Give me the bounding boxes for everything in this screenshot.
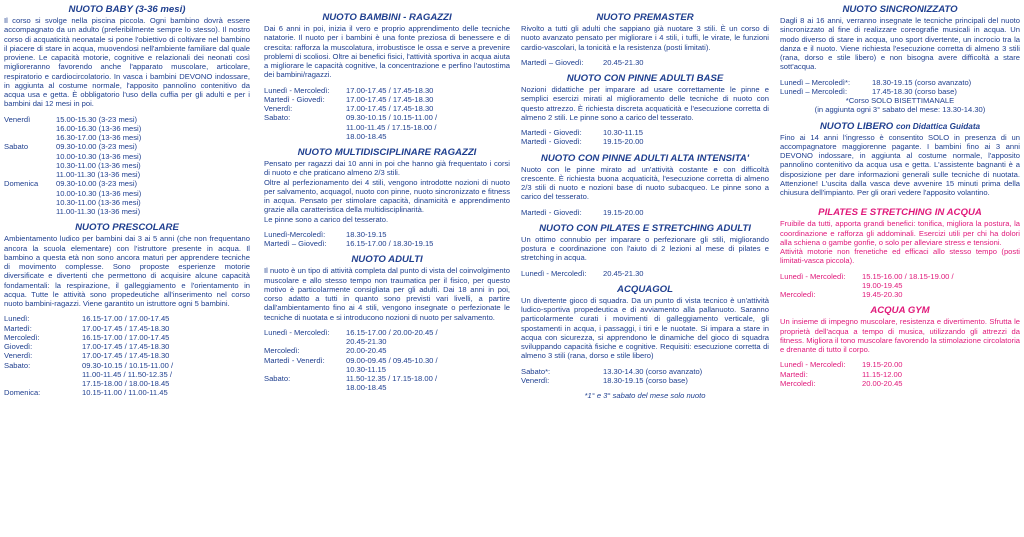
schedule-row	[521, 58, 769, 67]
section-title-libero	[780, 121, 1020, 132]
schedule-day	[264, 365, 346, 374]
schedule-row	[264, 95, 510, 104]
schedule-day: Lunedì - Mercoledì:	[264, 327, 330, 337]
schedule-sincronizzato	[780, 78, 1020, 97]
schedule-baby	[4, 115, 250, 217]
section-title-acqua-gym: ACQUA GYM	[870, 305, 930, 317]
schedule-row	[4, 333, 250, 342]
schedule-day: Martedì - Venerdì:	[264, 355, 325, 365]
schedule-day	[4, 133, 56, 142]
schedule-time: 17.00-17.45 / 17.45-18.30	[82, 342, 170, 351]
column-4	[780, 4, 1020, 388]
schedule-time: 19.15-20.00	[603, 137, 644, 147]
schedule-time: 16.15-17.00 / 20.00-20.45 /	[346, 327, 438, 337]
schedule-time: 20.45-21.30	[346, 337, 387, 346]
schedule-time: 19.15-20.00	[862, 360, 903, 370]
schedule-row	[521, 137, 769, 146]
schedule-prescolare	[4, 314, 250, 397]
schedule-day: Mercoledì:	[780, 378, 816, 388]
schedule-day	[4, 124, 56, 133]
schedule-day: Martedì - Giovedì:	[264, 94, 325, 104]
schedule-row	[4, 189, 250, 198]
column-2	[264, 4, 510, 393]
schedule-row	[780, 379, 1020, 388]
schedule-time: 09.30-10.00 (3-23 mesi)	[56, 142, 138, 152]
schedule-row	[521, 128, 769, 137]
schedule-time: 18.00-18.45	[346, 131, 387, 141]
schedule-time: 19.15-20.00	[603, 207, 644, 217]
schedule-day	[4, 370, 82, 379]
schedule-row	[264, 86, 510, 95]
section-title-pinne-alta: NUOTO CON PINNE ADULTI ALTA INTENSITA'	[540, 152, 750, 164]
schedule-row	[780, 370, 1020, 379]
section-text-pilates-adulti: Un ottimo connubio per imparare o perfezionare gli stili, migliorando postura e coordinazione con l'aiuto di 2 lezioni al mese di pilates e stretching in acqua.	[521, 234, 769, 263]
schedule-day: Venerdì:	[264, 104, 293, 113]
schedule-row	[4, 379, 250, 388]
schedule-pilates-adulti	[521, 269, 769, 278]
schedule-row	[780, 360, 1020, 369]
schedule-time: 17.00-17.45 / 17.45-18.30	[346, 85, 434, 95]
section-title-sincronizzato: NUOTO SINCRONIZZATO	[842, 4, 958, 15]
schedule-day	[4, 152, 56, 161]
schedule-pilates-acqua	[780, 272, 1020, 300]
schedule-day	[4, 161, 56, 170]
schedule-row	[4, 361, 250, 370]
schedule-time: 17.00-17.45 / 17.45-18.30	[82, 351, 170, 361]
schedule-time: 20.00-20.45	[862, 378, 903, 388]
section-text-prescolare: Ambientamento ludico per bambini dai 3 ai 5 anni (che non frequentano ancora la scuola elementare) con l'istruttore presente in acqua. Il bambino a questa età non sono ancora maturi per apprendere tecniche di movimento complesse. Sono proposte esperienze motorie diversificate e divertenti che permettono di acquisire alcune capacità fondamentali: la respirazione, il galleggiamento e l'orientamento in acqua. Tutte le attività sono propedeutiche all'inserimento nel corso nuoto bambini-ragazzi. Viene garantito un istruttore ogni 5 bambini.	[4, 234, 250, 308]
schedule-time: 17.00-17.45 / 17.45-18.30	[346, 104, 434, 113]
section-text-adulti: Il nuoto è un tipo di attività completa dal punto di vista del coinvolgimento muscolare e allo stesso tempo non traumatica per il fisico, per questo motivo è particolarmente consigliata per gli adulti. Dai 18 anni in poi, corso adatto a tutti in quanto sono previsti vari livelli, a partire dall'ambientamento fino ai 4 stili, vengono insegnate o perfezionate le tecniche di nuotata e si introducono nozioni di nuoto per salvamento.	[264, 266, 510, 322]
schedule-row	[4, 133, 250, 142]
schedule-day: Venerdì	[4, 114, 31, 124]
schedule-row	[4, 342, 250, 351]
schedule-time: 11.50-12.35 / 17.15-18.00 /	[346, 374, 438, 383]
schedule-time: 18.30-19.15 (corso base)	[603, 375, 688, 385]
schedule-time: 19.00-19.45	[862, 280, 903, 290]
schedule-time: 09.30-10.15 / 10.15-11.00 /	[346, 113, 438, 123]
schedule-day: Lunedì - Mercoledì:	[521, 268, 587, 278]
schedule-day: Sabato	[4, 142, 29, 152]
schedule-day: Domenica:	[4, 388, 41, 398]
section-text-libero: Fino ai 14 anni l'ingresso è consentito SOLO in presenza di un accompagnatore maggiorenne pagante. I bambini fino ai 3 anni DEVONO indossare, in aggiunta al costume normale, l'apposito pannolino contenitivo da acqua usa e getta. L'assistente bagnanti è a disposizione per dare informazioni generali sulle tecniche di nuotata. Attenzione! L'uscita dalla vasca deve avvenire 15 minuti prima della chiusura dell'impianto. Per gli orari vedere l'apposito volantino.	[780, 132, 1020, 197]
column-3	[521, 4, 769, 400]
schedule-row	[264, 356, 510, 365]
schedule-time: 10.00-10.30 (13-36 mesi)	[56, 151, 142, 161]
schedule-time: 09.30-10.00 (3-23 mesi)	[56, 179, 138, 189]
schedule-day: Lunedì - Mercoledì:	[780, 360, 846, 370]
schedule-row	[521, 367, 769, 376]
section-title-adulti: NUOTO ADULTI	[351, 254, 423, 266]
section-text-premaster: Rivolto a tutti gli adulti che sappiano già nuotare 3 stili. È un corso di nuoto avanzato pensato per migliorare i 4 stili, i tuffi, le virate, le funzioni cardio-vascolari, la tonicità e la resistenza (posti limitati).	[521, 24, 769, 52]
schedule-day: Mercoledì:	[4, 332, 40, 342]
section-text-pilates-acqua-2: Attività motorie non frenetiche ed efficaci allo stesso tempo (posti limitati-vasca piccola).	[780, 247, 1020, 266]
schedule-time: 09.30-10.15 / 10.15-11.00 /	[82, 360, 174, 370]
schedule-day: Lunedì - Mercoledì:	[264, 85, 330, 95]
schedule-day: Martedì - Giovedì:	[521, 207, 582, 217]
schedule-row	[521, 376, 769, 385]
schedule-row	[4, 115, 250, 124]
schedule-day: Giovedì:	[4, 342, 33, 351]
schedule-premaster	[521, 58, 769, 67]
section-text-baby: Il corso si svolge nella piscina piccola. Ogni bambino dovrà essere accompagnato da un adulto (preferibilmente sempre lo stesso). Il nostro corso di acquaticità neonatale si pone l'obiettivo di coltivare nel bambino il piacere di stare in acqua, muovendosi nell'ambiente familiare dal quale proviene. Le capacità motorie, cognitive e relazionali dei neonati così miglioreranno favorendo anche l'apparato muscolare, articolare, respiratorio e cardiocircolatorio. In vasca i bambini DEVONO indossare, in aggiunta al costume normale, l'apposito pannolino contenitivo da acqua usa e getta. È obbligatorio l'uso della cuffia per gli adulti e per i bambini dai 12 mesi in poi.	[4, 16, 250, 109]
section-text-sincronizzato: Dagli 8 ai 16 anni, verranno insegnate le tecniche principali del nuoto sincronizzato al fine di realizzare coreografie musicali in acqua. Un modo diverso di stare in acqua, uno sport divertente, un incrocio tra la danza e il nuoto. Viene richiesta l'esecuzione corretta di almeno 3 stili (rana, dorso e stile libero) e non bisogna avere difficoltà a stare sott'acqua.	[780, 16, 1020, 72]
schedule-day	[4, 170, 56, 179]
schedule-row	[780, 272, 1020, 281]
section-text-ragazzi: Dai 6 anni in poi, inizia il vero e proprio apprendimento delle tecniche natatorie. Il nuoto per i bambini è una fonte preziosa di benessere e di crescita: rafforza la muscolatura, irrobustisce le ossa e serve a prevenire problemi di scoliosi. Oltre ai benefici fisici, l'attività sportiva in acqua aiuta a migliorare le capacità cognitive, la concentrazione e perfino l'autostima dei bambini/ragazzi.	[264, 24, 510, 80]
section-title-pilates-acqua: PILATES E STRETCHING IN ACQUA	[818, 207, 982, 219]
schedule-row	[4, 207, 250, 216]
libero-title-sub: con Didattica Guidata	[895, 121, 981, 131]
schedule-row	[264, 132, 510, 141]
schedule-day: Sabato:	[264, 374, 291, 383]
schedule-day: Lunedì - Mercoledì:	[780, 271, 846, 281]
schedule-day	[264, 123, 346, 132]
schedule-row	[4, 198, 250, 207]
schedule-row	[264, 374, 510, 383]
schedule-day: Domenica	[4, 179, 39, 189]
acquagol-note: *1° e 3° sabato del mese solo nuoto	[584, 391, 706, 400]
schedule-row	[4, 170, 250, 179]
schedule-row	[4, 142, 250, 151]
schedule-row	[264, 104, 510, 113]
schedule-day: Lunedì-Mercoledì:	[264, 229, 326, 239]
section-title-pilates-adulti: NUOTO CON PILATES E STRETCHING ADULTI	[539, 222, 751, 234]
section-text-acqua-gym: Un insieme di impegno muscolare, resistenza e divertimento. Sfrutta le proprietà dell'acqua a tempo di musica, utilizzando gli attrezzi da fitness. Migliora il tono muscolare favorendo la stimolazione circolatoria e drenante di tutto il corpo.	[780, 317, 1020, 354]
schedule-time: 16.15-17.00 / 17.00-17.45	[82, 314, 170, 324]
schedule-day	[4, 189, 56, 198]
schedule-time: 11.00-11.45 / 11.50-12.35 /	[82, 369, 172, 379]
schedule-time: 17.00-17.45 / 17.45-18.30	[346, 94, 434, 104]
schedule-time: 16.00-16.30 (13-36 mesi)	[56, 123, 142, 133]
schedule-time: 11.15-12.00	[862, 369, 902, 379]
schedule-row	[264, 123, 510, 132]
schedule-row	[780, 290, 1020, 299]
section-text-acquagol: Un divertente gioco di squadra. Da un punto di vista tecnico è un'attività ludico-sportiva propedeutica e di avviamento alla pallanuoto. Saranno particolarmente curati i movimenti di galleggiamento verticale, gli spostamenti in acqua, i passaggi, i tiri e le nuotate. Si impara a stare in acqua con sicurezza, si apprendono le dinamiche del gioco di squadra sviluppando capacità fisiche e cognitive. Requisiti: esecuzione corretta di almeno 3 stili (rana, dorso e stile libero)	[521, 295, 769, 361]
schedule-day: Martedì - Giovedì:	[521, 137, 582, 147]
schedule-time: 15.15-16.00 / 18.15-19.00 /	[862, 271, 954, 281]
schedule-row	[4, 161, 250, 170]
schedule-time: 16.15-17.00 / 17.00-17.45	[82, 332, 170, 342]
schedule-time: 13.30-14.30 (corso avanzato)	[603, 366, 703, 376]
schedule-day	[264, 337, 346, 346]
schedule-acqua-gym	[780, 360, 1020, 388]
schedule-ragazzi	[264, 86, 510, 142]
schedule-time: 17.15-18.00 / 18.00-18.45	[82, 379, 170, 388]
section-title-baby: NUOTO BABY (3-36 mesi)	[68, 4, 186, 15]
schedule-row	[4, 152, 250, 161]
schedule-day: Sabato*:	[521, 366, 551, 376]
schedule-day	[264, 132, 346, 141]
schedule-row	[264, 239, 510, 248]
section-text-pinne-alta: Nuoto con le pinne mirato ad un'attività costante e con difficoltà crescente. È richiesta buona acquaticità, l'esecuzione corretta di almeno 2/3 stili di nuoto e nozioni base di nuoto subacqueo. Le pinne sono a carico del tesserato.	[521, 164, 769, 202]
schedule-day: Martedì:	[4, 323, 32, 333]
section-text-multi-1: Pensato per ragazzi dai 10 anni in poi che hanno già frequentato i corsi di nuoto e che praticano almeno 2/3 stili.	[264, 159, 510, 178]
schedule-time: 11.00-11.30 (13-36 mesi)	[56, 207, 141, 216]
schedule-time: 10.00-10.30 (13-36 mesi)	[56, 188, 142, 198]
schedule-time: 20.00-20.45	[346, 346, 387, 356]
schedule-time: 11.00-11.45 / 17.15-18.00 /	[346, 122, 437, 132]
schedule-day: Lunedì:	[4, 314, 30, 324]
schedule-day: Mercoledì:	[264, 346, 300, 356]
schedule-row	[4, 351, 250, 360]
schedule-row	[264, 113, 510, 122]
schedule-time: 18.00-18.45	[346, 383, 387, 393]
schedule-row	[264, 383, 510, 392]
schedule-day: Martedì - Giovedì:	[521, 128, 582, 137]
schedule-row	[4, 314, 250, 323]
sincro-note-1: *Corso SOLO BISETTIMANALE	[845, 96, 955, 105]
schedule-day: Martedì – Giovedì:	[264, 239, 327, 248]
schedule-row	[264, 346, 510, 355]
schedule-time: 15.00-15.30 (3-23 mesi)	[56, 114, 138, 124]
schedule-pinne-base	[521, 128, 769, 147]
section-title-premaster: NUOTO PREMASTER	[596, 12, 694, 23]
schedule-row	[780, 87, 1020, 96]
schedule-multi	[264, 230, 510, 249]
schedule-time: 10.15-11.00 / 11.00-11.45	[82, 388, 168, 398]
schedule-row	[4, 370, 250, 379]
schedule-day	[780, 281, 862, 290]
schedule-time: 19.45-20.30	[862, 290, 903, 299]
schedule-row	[4, 124, 250, 133]
schedule-day: Venerdì:	[4, 351, 33, 361]
schedule-time: 17.45-18.30 (corso base)	[872, 86, 957, 96]
schedule-row	[4, 324, 250, 333]
schedule-day: Venerdì:	[521, 375, 550, 385]
schedule-time: 18.30-19.15	[346, 229, 387, 239]
section-text-pinne-base: Nozioni didattiche per imparare ad usare correttamente le pinne e semplici esercizi mirati al miglioramento delle tecniche di nuoto con questo attrezzo. È richiesta discreta acquaticità e l'esecuzione corretta di almeno 2 stili. Le pinne sono a carico del tesserato.	[521, 85, 769, 122]
schedule-time: 16.15-17.00 / 18.30-19.15	[346, 239, 434, 248]
schedule-day	[4, 207, 56, 216]
schedule-day	[264, 383, 346, 392]
schedule-time: 20.45-21.30	[603, 268, 644, 278]
schedule-row	[4, 179, 250, 188]
section-text-pilates-acqua-1: Fruibile da tutti, apporta grandi benefici: tonifica, migliora la postura, la coordinazione e rafforza gli addominali. Esercizi utili per chi ha dolori alla schiena o gambe gonfie, o solo per alleviare stress e tensioni.	[780, 219, 1020, 247]
schedule-time: 10.30-11.00 (13-36 mesi)	[56, 197, 141, 207]
section-title-prescolare: NUOTO PRESCOLARE	[75, 222, 179, 234]
schedule-row	[521, 269, 769, 278]
section-text-multi-3: Le pinne sono a carico del tesserato.	[264, 214, 389, 224]
schedule-time: 09.00-09.45 / 09.45-10.30 /	[346, 355, 438, 365]
schedule-row	[521, 208, 769, 217]
schedule-day	[4, 198, 56, 207]
schedule-time: 20.45-21.30	[603, 57, 644, 67]
schedule-day: Lunedì – Mercoledì*:	[780, 77, 851, 87]
section-title-pinne-base: NUOTO CON PINNE ADULTI BASE	[566, 73, 724, 84]
section-title-ragazzi: NUOTO BAMBINI - RAGAZZI	[322, 12, 452, 23]
schedule-day: Sabato:	[264, 113, 291, 123]
schedule-day: Sabato:	[4, 360, 31, 370]
column-1	[4, 4, 250, 398]
schedule-acquagol	[521, 367, 769, 386]
schedule-pinne-alta	[521, 208, 769, 217]
schedule-row	[780, 78, 1020, 87]
schedule-time: 11.00-11.30 (13-36 mesi)	[56, 170, 141, 179]
sincro-note-2: (in aggiunta ogni 3° sabato del mese: 13.30-14.30)	[814, 105, 986, 115]
schedule-row	[264, 328, 510, 337]
schedule-day: Mercoledì:	[780, 290, 816, 299]
schedule-day: Martedì:	[780, 369, 808, 379]
section-text-multi-2: Oltre al perfezionamento dei 4 stili, vengono introdotte nozioni di nuoto per salvamento, acquagol, nuoto con pinne, nuoto sincronizzato e fitness in acqua. Pensato per stimolare capacità, dinamicità e apprendimento grazie alla caratteristica della multidisciplinarità.	[264, 177, 510, 215]
schedule-row	[264, 365, 510, 374]
schedule-row	[264, 337, 510, 346]
schedule-row	[264, 230, 510, 239]
section-title-acquagol: ACQUAGOL	[617, 283, 673, 295]
schedule-time: 17.00-17.45 / 17.45-18.30	[82, 323, 170, 333]
section-title-multidisciplinare: NUOTO MULTIDISCIPLINARE RAGAZZI	[297, 147, 477, 158]
schedule-day	[4, 379, 82, 388]
schedule-row	[780, 281, 1020, 290]
schedule-time: 10.30-11.15	[346, 364, 386, 374]
libero-title-main: NUOTO LIBERO	[819, 120, 894, 132]
schedule-time: 10.30-11.15	[603, 128, 643, 137]
schedule-row	[4, 388, 250, 397]
schedule-day: Lunedì – Mercoledì:	[780, 86, 848, 96]
schedule-day: Martedì – Giovedì:	[521, 57, 584, 67]
schedule-time: 16.30-17.00 (13-36 mesi)	[56, 133, 142, 142]
schedule-adulti	[264, 328, 510, 393]
schedule-time: 10.30-11.00 (13-36 mesi)	[56, 160, 141, 170]
schedule-time: 18.30-19.15 (corso avanzato)	[872, 77, 972, 87]
